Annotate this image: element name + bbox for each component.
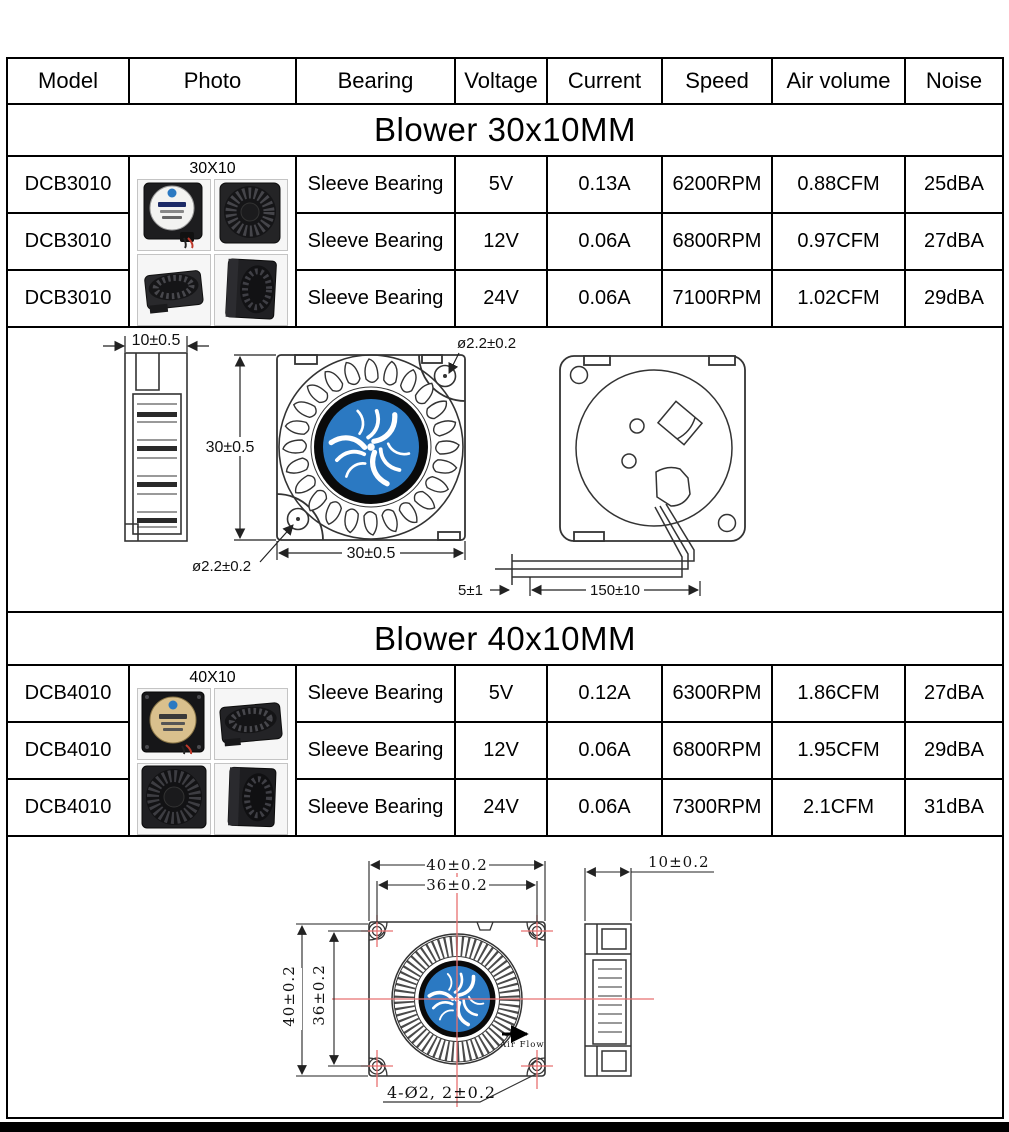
fan-photo-angle [214, 688, 288, 760]
technical-drawing-40x10 [7, 836, 1003, 1118]
spec-row [7, 665, 1003, 722]
air-volume-cell: 2.1CFM [772, 779, 905, 836]
column-header-air-volume: Air volume [772, 58, 905, 104]
current-cell: 0.06A [547, 270, 662, 327]
air-volume-cell: 1.95CFM [772, 722, 905, 779]
model-cell: DCB3010 [7, 270, 129, 327]
section-title-40x10: Blower 40x10MM [7, 612, 1003, 665]
bottom-black-bar [0, 1122, 1009, 1132]
photo-cell-30x10 [129, 156, 296, 327]
bearing-cell: Sleeve Bearing [296, 779, 455, 836]
bearing-cell: Sleeve Bearing [296, 665, 455, 722]
model-cell: DCB4010 [7, 722, 129, 779]
noise-cell: 29dBA [905, 722, 1003, 779]
dim-depth-label: 10±0.5 [131, 332, 181, 349]
column-header-model: Model [7, 58, 129, 104]
dim-height-label: 30±0.5 [205, 439, 255, 456]
column-header-speed: Speed [662, 58, 772, 104]
dim-width-label: 30±0.5 [346, 545, 396, 562]
technical-drawing-30x10 [7, 327, 1003, 612]
fan-photo-front [137, 763, 211, 835]
bearing-cell: Sleeve Bearing [296, 213, 455, 270]
dim-hole-span-label: 36±0.2 [426, 876, 488, 894]
current-cell: 0.13A [547, 156, 662, 213]
drawing-30x10-svg [8, 328, 1000, 611]
current-cell: 0.12A [547, 665, 662, 722]
photo-size-label: 40X10 [189, 668, 236, 686]
speed-cell: 6200RPM [662, 156, 772, 213]
wire-offset-label: 5±1 [458, 582, 483, 599]
photo-grid [130, 688, 295, 835]
speed-cell: 6800RPM [662, 213, 772, 270]
speed-cell: 6800RPM [662, 722, 772, 779]
air-volume-cell: 1.02CFM [772, 270, 905, 327]
dim-depth-label: 10±0.2 [648, 853, 710, 871]
voltage-cell: 24V [455, 270, 547, 327]
photo-size-label: 30X10 [189, 159, 236, 177]
dim-width-label: 40±0.2 [426, 856, 488, 874]
spec-table [6, 57, 1004, 1119]
hole-dim-top-label: ø2.2±0.2 [457, 335, 517, 352]
spec-row [7, 156, 1003, 213]
current-cell: 0.06A [547, 213, 662, 270]
bearing-cell: Sleeve Bearing [296, 270, 455, 327]
drawing-40x10-svg [8, 837, 1000, 1117]
air-volume-cell: 0.88CFM [772, 156, 905, 213]
wire-length-label: 150±10 [590, 582, 640, 599]
noise-cell: 31dBA [905, 779, 1003, 836]
voltage-cell: 12V [455, 213, 547, 270]
current-cell: 0.06A [547, 779, 662, 836]
model-cell: DCB4010 [7, 665, 129, 722]
fan-photo-side [214, 254, 288, 326]
section-title-30x10: Blower 30x10MM [7, 104, 1003, 156]
model-cell: DCB3010 [7, 213, 129, 270]
voltage-cell: 12V [455, 722, 547, 779]
speed-cell: 7300RPM [662, 779, 772, 836]
bearing-cell: Sleeve Bearing [296, 156, 455, 213]
fan-photo-front [214, 179, 288, 251]
fan-photo-back-label [137, 688, 211, 760]
noise-cell: 25dBA [905, 156, 1003, 213]
voltage-cell: 5V [455, 665, 547, 722]
photo-cell-40x10 [129, 665, 296, 836]
model-cell: DCB4010 [7, 779, 129, 836]
holes-note-label: 4-Ø2, 2±0.2 [387, 1083, 497, 1102]
noise-cell: 27dBA [905, 213, 1003, 270]
fan-photo-back-label [137, 179, 211, 251]
voltage-cell: 24V [455, 779, 547, 836]
column-header-photo: Photo [129, 58, 296, 104]
speed-cell: 6300RPM [662, 665, 772, 722]
column-header-bearing: Bearing [296, 58, 455, 104]
bearing-cell: Sleeve Bearing [296, 722, 455, 779]
fan-photo-side [214, 763, 288, 835]
air-volume-cell: 0.97CFM [772, 213, 905, 270]
current-cell: 0.06A [547, 722, 662, 779]
hole-dim-bottom-label: ø2.2±0.2 [192, 558, 252, 575]
speed-cell: 7100RPM [662, 270, 772, 327]
model-cell: DCB3010 [7, 156, 129, 213]
noise-cell: 27dBA [905, 665, 1003, 722]
fan-photo-angle [137, 254, 211, 326]
column-header-noise: Noise [905, 58, 1003, 104]
dim-hole-span-v-label: 36±0.2 [310, 964, 328, 1026]
noise-cell: 29dBA [905, 270, 1003, 327]
photo-grid [130, 179, 295, 326]
dim-height-label: 40±0.2 [280, 965, 298, 1027]
column-header-current: Current [547, 58, 662, 104]
air-volume-cell: 1.86CFM [772, 665, 905, 722]
column-header-voltage: Voltage [455, 58, 547, 104]
air-flow-label: Air Flow [500, 1040, 545, 1050]
header-row [7, 58, 1003, 104]
voltage-cell: 5V [455, 156, 547, 213]
